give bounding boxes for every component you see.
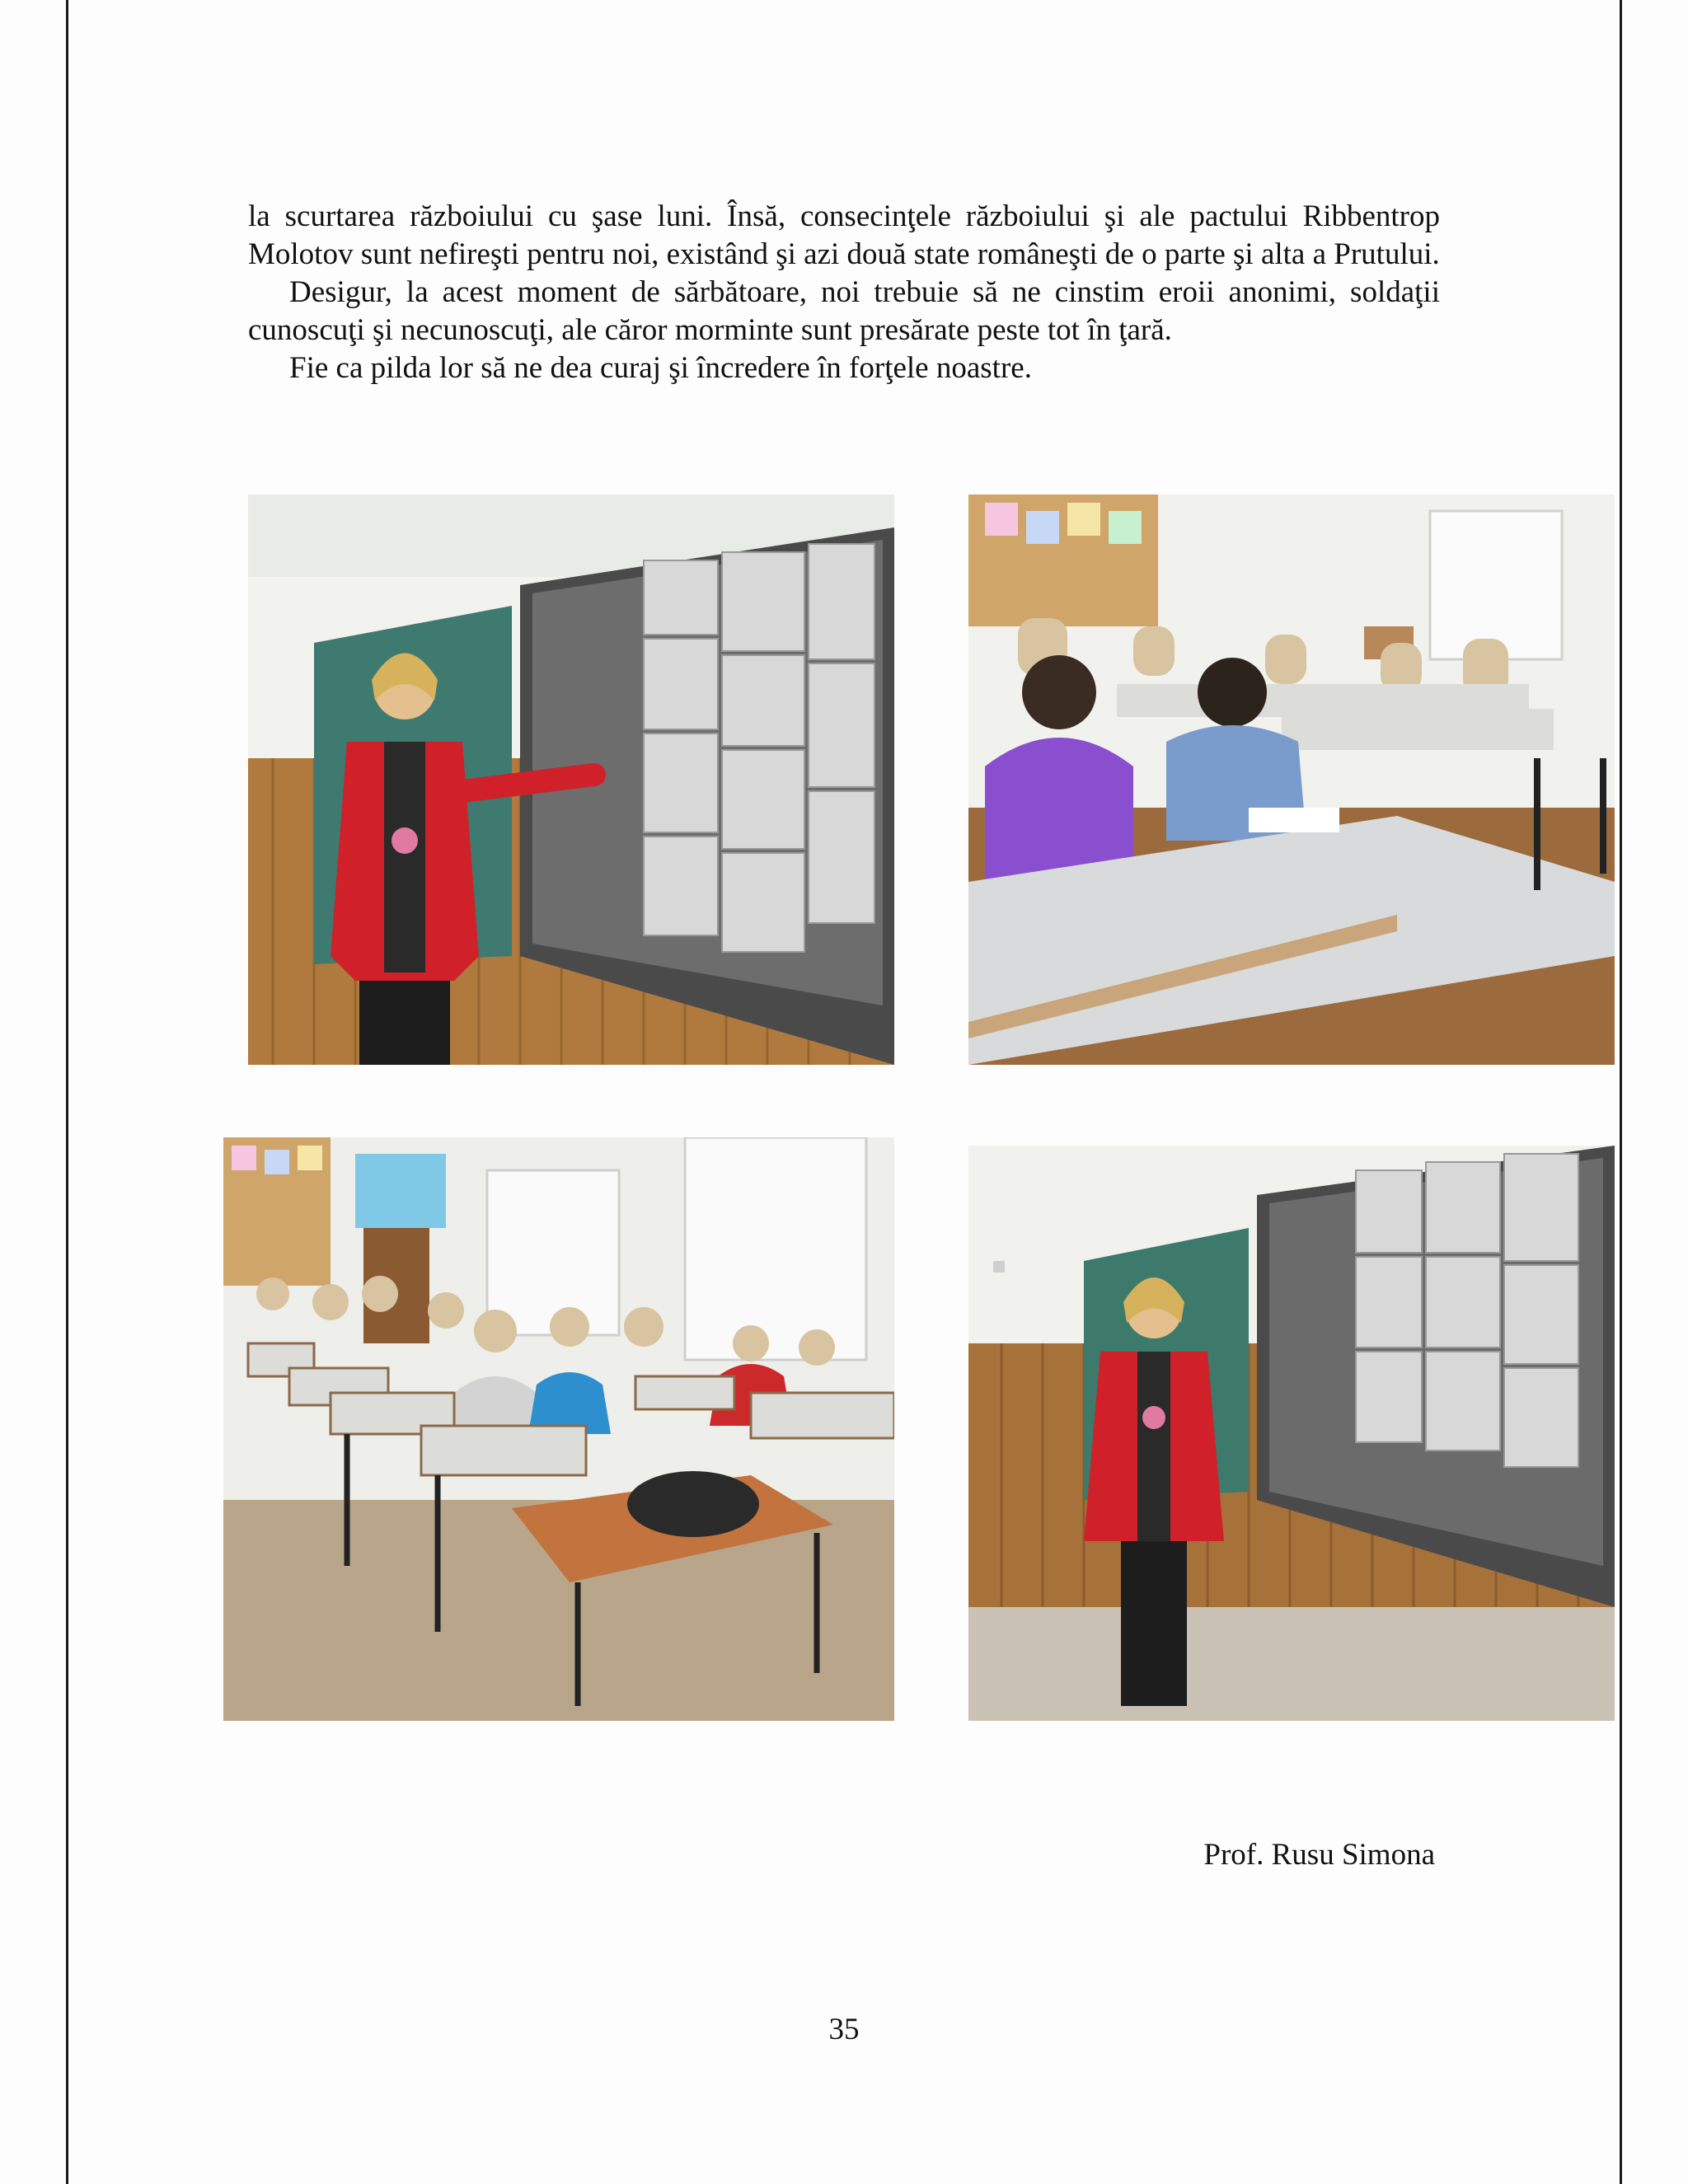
body-text <box>248 198 1440 387</box>
photo-students-at-desks-image <box>968 494 1615 1065</box>
photo-students-at-desks <box>968 494 1615 1065</box>
photo-teacher-speaking-image <box>968 1146 1615 1721</box>
photo-teacher-pointing-board-image <box>248 494 894 1065</box>
paragraph-3: Fie ca pilda lor să ne dea curaj şi încredere în forţele noastre. <box>289 351 1032 385</box>
right-margin-rule <box>1620 0 1622 2184</box>
photo-teacher-speaking <box>968 1146 1615 1721</box>
photo-teacher-pointing-board <box>248 494 894 1065</box>
page-number: 35 <box>828 2013 860 2046</box>
author-signature: Prof. Rusu Simona <box>1203 1838 1435 1872</box>
left-margin-rule <box>66 0 68 2184</box>
paragraph-2: Desigur, la acest moment de sărbătoare, noi trebuie să ne cinstim eroii anonimi, soldaţii cunoscuţi şi necunoscuţi, ale căror morminte sunt presărate peste tot în ţară. <box>248 275 1440 347</box>
paragraph-1: la scurtarea războiului cu şase luni. Însă, consecinţele războiului şi ale pactului Ribbentrop Molotov sunt nefireşti pentru noi, existând şi azi două state româneşti de o parte şi alta a Prutului. <box>248 199 1440 271</box>
photo-classroom-rows <box>223 1137 894 1721</box>
photo-classroom-rows-image <box>223 1137 894 1721</box>
